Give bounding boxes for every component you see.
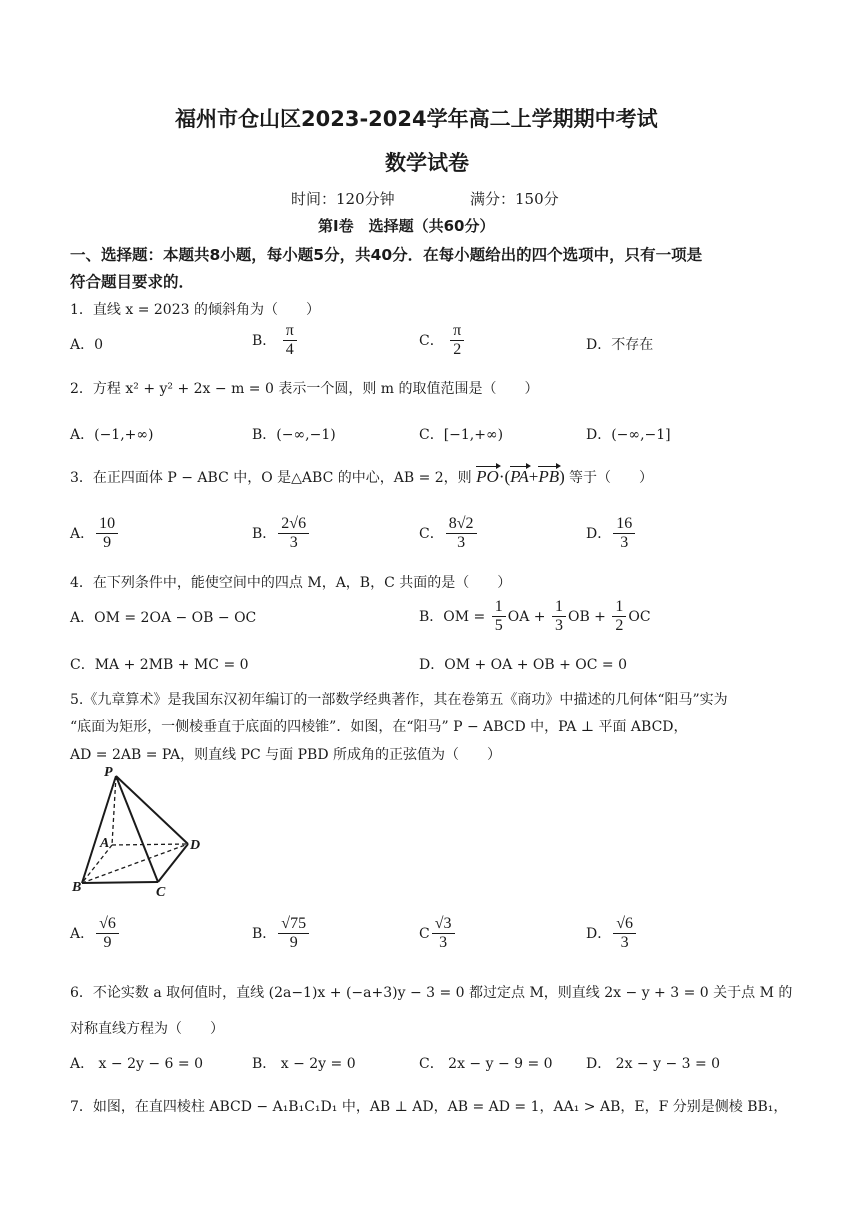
q6-option-c: C． 2x − y − 9 = 0: [419, 1056, 553, 1072]
q1-option-b-fraction: $\frac{\pi}{4}$: [283, 322, 297, 360]
q1-stem: 1．直线 x = 2023 的倾斜角为（ ）: [70, 302, 320, 318]
edge-cd: [158, 844, 188, 882]
q1-option-c: [419, 322, 466, 360]
q4-option-d: D．OM + OA + OB + OC = 0: [419, 657, 628, 673]
q4-option-b: B．OM = $\frac{1}{5}$ OA + $\frac{1}{3}$ OB + $\frac{1}{2}$ OC: [419, 598, 651, 635]
edge-ad-hidden: [112, 844, 188, 845]
exam-time: 时间：120分钟: [291, 190, 395, 208]
q3-option-d: D． $\frac{16}{3}$: [586, 515, 637, 553]
edge-pd: [116, 776, 188, 844]
q6-line1: 6．不论实数 a 取何值时，直线 (2a−1)x + (−a+3)y − 3 = 0 都过定点 M，则直线 2x − y + 3 = 0 关于点 M 的: [70, 985, 793, 1001]
q2-option-a: A．(−1,+∞): [70, 427, 154, 443]
q3-stem: 3．在正四面体 P − ABC 中，O 是△ABC 的中心，AB = 2，则 PO·(PA+PB) 等于（ ）: [70, 467, 654, 486]
vector-po: PO: [476, 467, 499, 486]
q5-line2: “底面为矩形，一侧棱垂直于底面的四棱锥”．如图，在“阳马” P − ABCD 中，PA ⊥ 平面 ABCD，: [70, 719, 688, 735]
vertex-label-b: B: [72, 880, 82, 895]
q6-option-b: B． x − 2y = 0: [252, 1056, 356, 1072]
q5-option-b: B． $\frac{√75}{9}$: [252, 915, 311, 953]
q5-option-c: C $\frac{√3}{3}$: [419, 915, 457, 953]
q1-option-d: D．不存在: [586, 337, 654, 353]
q3-option-b: B． $\frac{2√6}{3}$: [252, 515, 311, 553]
q1-option-b: [252, 322, 299, 360]
q1-option-a: A．0: [70, 337, 104, 353]
q4-stem: 4．在下列条件中，能使空间中的四点 M，A，B，C 共面的是（ ）: [70, 575, 512, 591]
q2-stem: 2．方程 x² + y² + 2x − m = 0 表示一个圆，则 m 的取值范围是（ ）: [70, 381, 539, 397]
q3-stem-part2: 等于（ ）: [569, 470, 654, 486]
q6-option-d: D． 2x − y − 3 = 0: [586, 1056, 721, 1072]
q3-option-a: A． $\frac{10}{9}$: [70, 515, 120, 553]
section-instructions-line1: 一、选择题：本题共8小题，每小题5分，共40分．在每小题给出的四个选项中，只有一项是: [70, 246, 703, 264]
vector-pb: PB: [538, 467, 560, 486]
q3-option-c: C． $\frac{8√2}{3}$: [419, 515, 479, 553]
q1-option-c-fraction: $\frac{\pi}{2}$: [450, 322, 464, 360]
q4-option-a: A．OM = 2OA − OB − OC: [70, 610, 257, 626]
q2-option-d: D．(−∞,−1]: [586, 427, 671, 443]
vertex-label-p: P: [104, 765, 113, 780]
exam-title: 福州市仓山区2023-2024学年高二上学期期中考试: [175, 107, 658, 131]
edge-pb: [82, 776, 116, 883]
pyramid-figure: [70, 762, 210, 897]
q6-option-a: A． x − 2y − 6 = 0: [70, 1056, 203, 1072]
vector-pa: PA: [510, 467, 529, 486]
q4-option-c: C．MA + 2MB + MC = 0: [70, 657, 249, 673]
vertex-label-a: A: [100, 836, 110, 851]
exam-score: 满分：150分: [470, 190, 559, 208]
q5-line3: AD = 2AB = PA，则直线 PC 与面 PBD 所成角的正弦值为（ ）: [70, 747, 502, 763]
q1-option-c-label: C．: [419, 332, 444, 349]
vertex-label-c: C: [156, 885, 166, 897]
exam-subject: 数学试卷: [385, 151, 469, 175]
q5-option-d: D． $\frac{√6}{3}$: [586, 915, 638, 953]
section-instructions-line2: 符合题目要求的．: [70, 273, 195, 291]
q6-line2: 对称直线方程为（ ）: [70, 1021, 224, 1037]
edge-pc: [116, 776, 158, 882]
vertex-label-d: D: [190, 838, 201, 853]
q5-line1: 5.《九章算术》是我国东汉初年编订的一部数学经典著作，其在卷第五《商功》中描述的几何体“阳马”实为: [70, 692, 728, 708]
q2-option-c: C．[−1,+∞): [419, 427, 504, 443]
q7-line1: 7．如图，在直四棱柱 ABCD − A₁B₁C₁D₁ 中，AB ⊥ AD，AB = AD = 1，AA₁ > AB，E，F 分别是侧棱 BB₁，: [70, 1099, 788, 1115]
q2-option-b: B．(−∞,−1): [252, 427, 336, 443]
q1-option-b-label: B．: [252, 332, 277, 349]
part-heading: 第Ⅰ卷 选择题（共60分）: [318, 217, 495, 235]
q5-option-a: A． $\frac{√6}{9}$: [70, 915, 121, 953]
edge-bc: [82, 882, 158, 883]
q3-stem-part1: 3．在正四面体 P − ABC 中，O 是△ABC 的中心，AB = 2，则: [70, 470, 472, 486]
